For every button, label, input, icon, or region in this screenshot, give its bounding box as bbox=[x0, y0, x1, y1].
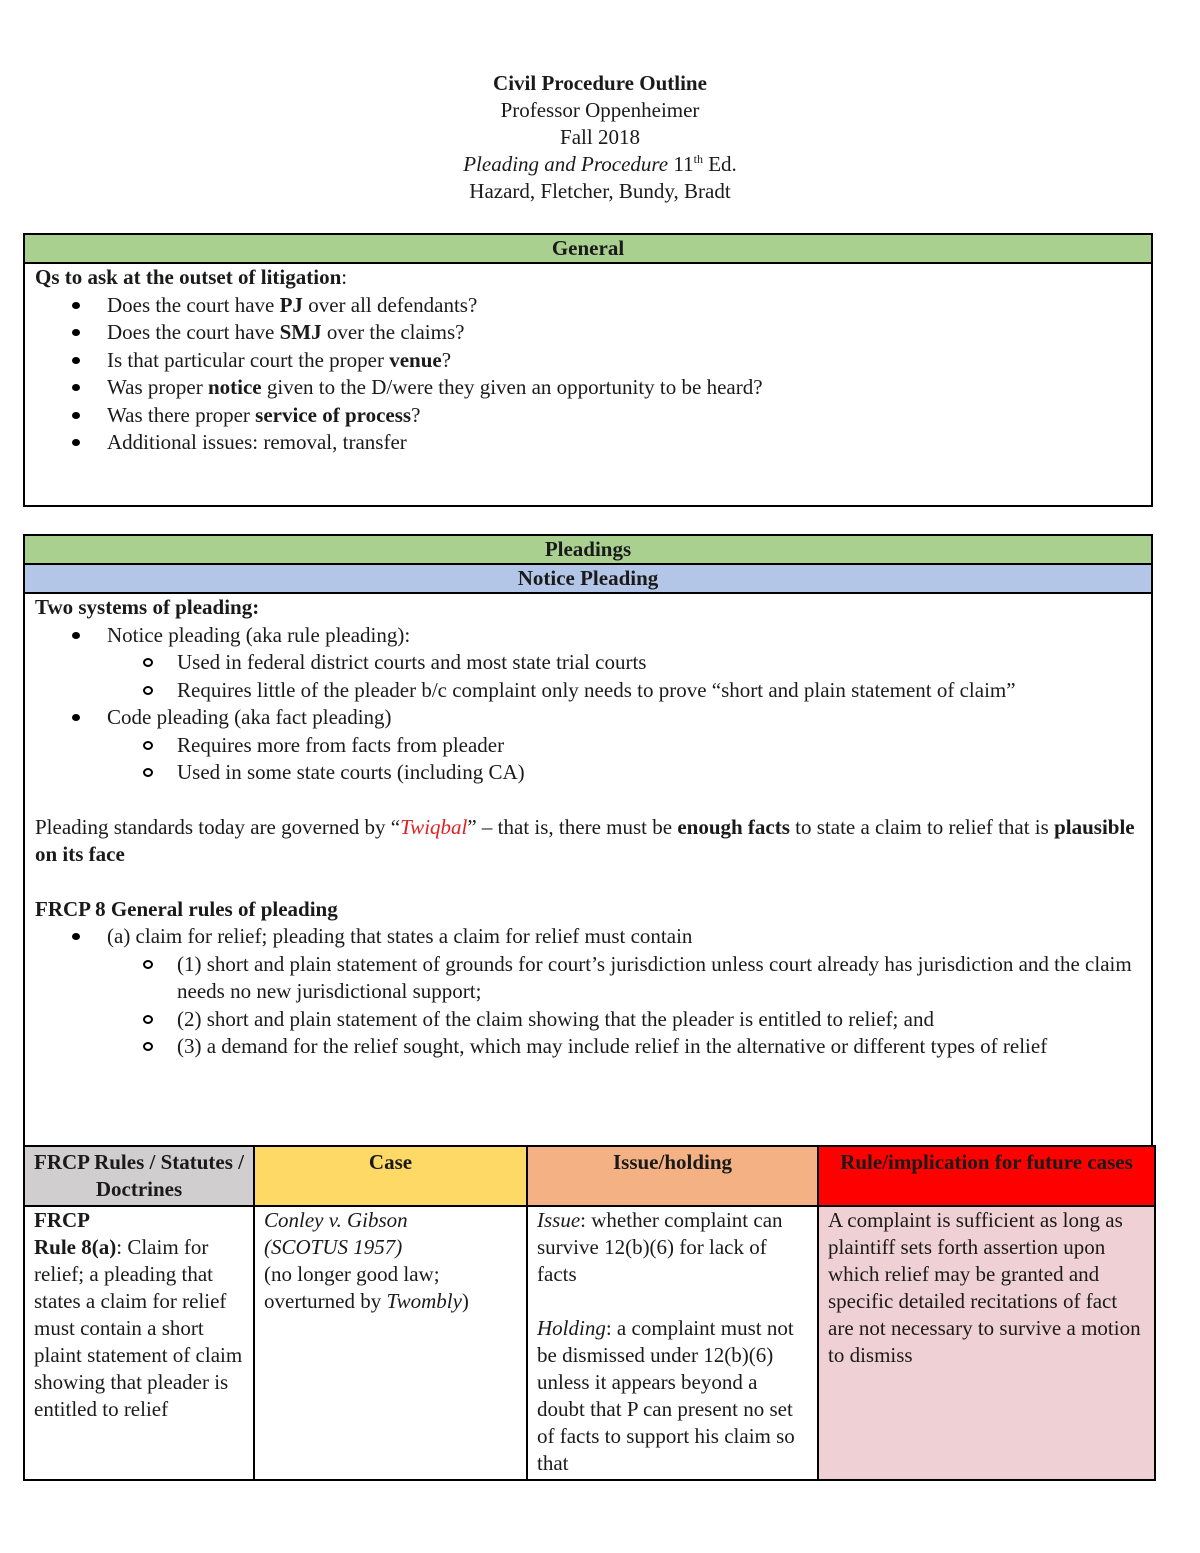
cell-rule-implication: A complaint is sufficient as long as plaintiff sets forth assertion upon which relief may be granted and specific detailed recitations of fact are not necessary to survive a motion to dismiss bbox=[818, 1206, 1155, 1480]
cell-issue-holding bbox=[527, 1206, 818, 1480]
item-text: Additional issues: removal, transfer bbox=[107, 430, 407, 454]
sub-list bbox=[107, 732, 1141, 787]
cell-rule bbox=[24, 1206, 254, 1480]
item-bold: SMJ bbox=[279, 320, 322, 344]
pleadings-section bbox=[23, 534, 1153, 1146]
list-item bbox=[35, 292, 1141, 320]
sub-list bbox=[107, 951, 1141, 1061]
text-run: to state a claim to relief that is bbox=[789, 814, 1055, 839]
doc-title: Civil Procedure Outline bbox=[493, 71, 707, 95]
case-name: Conley v. Gibson bbox=[264, 1208, 408, 1232]
holding-label: Holding bbox=[537, 1316, 606, 1340]
general-question-list bbox=[35, 292, 1141, 457]
table-header-row bbox=[24, 1146, 1155, 1206]
list-item: Requires little of the pleader b/c complaint only needs to prove “short and plain statement of claim” bbox=[35, 677, 1141, 705]
system-label: Code pleading (aka fact pleading) bbox=[107, 705, 392, 729]
list-item: (2) short and plain statement of the claim showing that the pleader is entitled to relief; and bbox=[35, 1006, 1141, 1034]
frcp8-heading: FRCP 8 General rules of pleading bbox=[35, 896, 338, 921]
edition-ordinal: th bbox=[693, 152, 703, 166]
doc-authors: Hazard, Fletcher, Bundy, Bradt bbox=[469, 179, 731, 203]
general-heading: General bbox=[25, 235, 1151, 264]
case-court: (SCOTUS 1957) bbox=[264, 1235, 403, 1259]
item-text: Does the court have bbox=[107, 292, 280, 317]
list-item bbox=[35, 402, 1141, 430]
cell-case bbox=[254, 1206, 527, 1480]
list-item bbox=[35, 923, 1141, 1061]
table-row bbox=[24, 1206, 1155, 1480]
item-bold: service of process bbox=[255, 402, 412, 427]
case-note-end: ) bbox=[461, 1289, 469, 1313]
frcp8-item: (a) claim for relief; pleading that states a claim for relief must contain bbox=[107, 924, 693, 948]
list-item: Requires more from facts from pleader bbox=[35, 732, 1141, 760]
item-text: over all defendants? bbox=[302, 292, 478, 317]
list-item: Used in federal district courts and most state trial courts bbox=[35, 649, 1141, 677]
item-text: given to the D/were they given an opportunity to be heard? bbox=[261, 375, 763, 399]
item-text: Is that particular court the proper bbox=[107, 347, 390, 372]
doc-textbook bbox=[0, 151, 1200, 178]
doc-term: Fall 2018 bbox=[560, 125, 640, 149]
list-item bbox=[35, 374, 1141, 402]
header-rules: FRCP Rules / Statutes / Doctrines bbox=[24, 1146, 254, 1206]
list-item bbox=[35, 347, 1141, 375]
text-bold: enough facts bbox=[677, 814, 790, 839]
rule-number: Rule 8(a) bbox=[34, 1235, 117, 1259]
item-bold: PJ bbox=[279, 292, 303, 317]
systems-heading: Two systems of pleading: bbox=[35, 595, 260, 619]
frcp8-list bbox=[35, 923, 1141, 1061]
list-item: Used in some state courts (including CA) bbox=[35, 759, 1141, 787]
text-run: ” – that is, there must be bbox=[467, 814, 678, 839]
item-text: ? bbox=[411, 402, 421, 427]
edition-suffix: Ed. bbox=[702, 152, 737, 176]
pleading-standards-paragraph bbox=[35, 814, 1141, 869]
list-item: (3) a demand for the relief sought, which may include relief in the alternative or different types of relief bbox=[35, 1033, 1141, 1061]
systems-list bbox=[35, 622, 1141, 787]
case-note: (no longer good law; overturned by bbox=[264, 1262, 440, 1313]
list-item bbox=[35, 429, 1141, 457]
textbook-title: Pleading and Procedure bbox=[463, 152, 669, 176]
general-intro-tail: : bbox=[341, 265, 348, 289]
notice-pleading-heading: Notice Pleading bbox=[25, 565, 1151, 594]
text-run: Pleading standards today are governed by “ bbox=[35, 814, 401, 839]
list-item bbox=[35, 704, 1141, 787]
system-label: Notice pleading (aka rule pleading): bbox=[107, 622, 411, 647]
text-bold: plausible on its face bbox=[35, 814, 1135, 866]
list-item: (1) short and plain statement of grounds for court’s jurisdiction unless court already has jurisdiction and the claim needs no new jurisdictional support; bbox=[35, 951, 1141, 1006]
rule-source: FRCP bbox=[34, 1208, 90, 1232]
header-issue: Issue/holding bbox=[527, 1146, 818, 1206]
header-case: Case bbox=[254, 1146, 527, 1206]
rule-text: : Claim for relief; a pleading that states a claim for relief must contain a short plaint statement of claim showing that pleader is entitled to relief bbox=[34, 1235, 243, 1421]
general-intro bbox=[35, 264, 1141, 292]
item-text: Does the court have bbox=[107, 320, 280, 344]
pleadings-heading: Pleadings bbox=[25, 536, 1151, 565]
item-bold: venue bbox=[389, 347, 442, 372]
document-header bbox=[0, 70, 1200, 205]
item-text: Was there proper bbox=[107, 402, 256, 427]
case-table bbox=[23, 1145, 1156, 1481]
item-text: ? bbox=[441, 347, 452, 372]
general-section bbox=[23, 233, 1153, 507]
sub-list bbox=[107, 649, 1141, 704]
twiqbal-term: Twiqbal bbox=[400, 814, 468, 839]
item-text: over the claims? bbox=[321, 320, 465, 344]
issue-text: : whether complaint can survive 12(b)(6) for lack of facts bbox=[537, 1208, 783, 1286]
list-item bbox=[35, 622, 1141, 705]
doc-professor: Professor Oppenheimer bbox=[500, 98, 700, 122]
edition-number: 11 bbox=[673, 152, 694, 176]
pleadings-content bbox=[25, 594, 1151, 1061]
header-rule-implication: Rule/implication for future cases bbox=[818, 1146, 1155, 1206]
case-note-italic: Twombly bbox=[386, 1289, 462, 1313]
general-intro-bold: Qs to ask at the outset of litigation bbox=[35, 265, 342, 289]
item-text: Was proper bbox=[107, 375, 208, 399]
list-item bbox=[35, 319, 1141, 347]
item-bold: notice bbox=[207, 375, 262, 399]
issue-label: Issue bbox=[537, 1208, 581, 1232]
holding-text: : a complaint must not be dismissed under 12(b)(6) unless it appears beyond a doubt that P can present no set of facts to support his claim so that bbox=[537, 1316, 795, 1475]
general-content bbox=[25, 264, 1151, 457]
